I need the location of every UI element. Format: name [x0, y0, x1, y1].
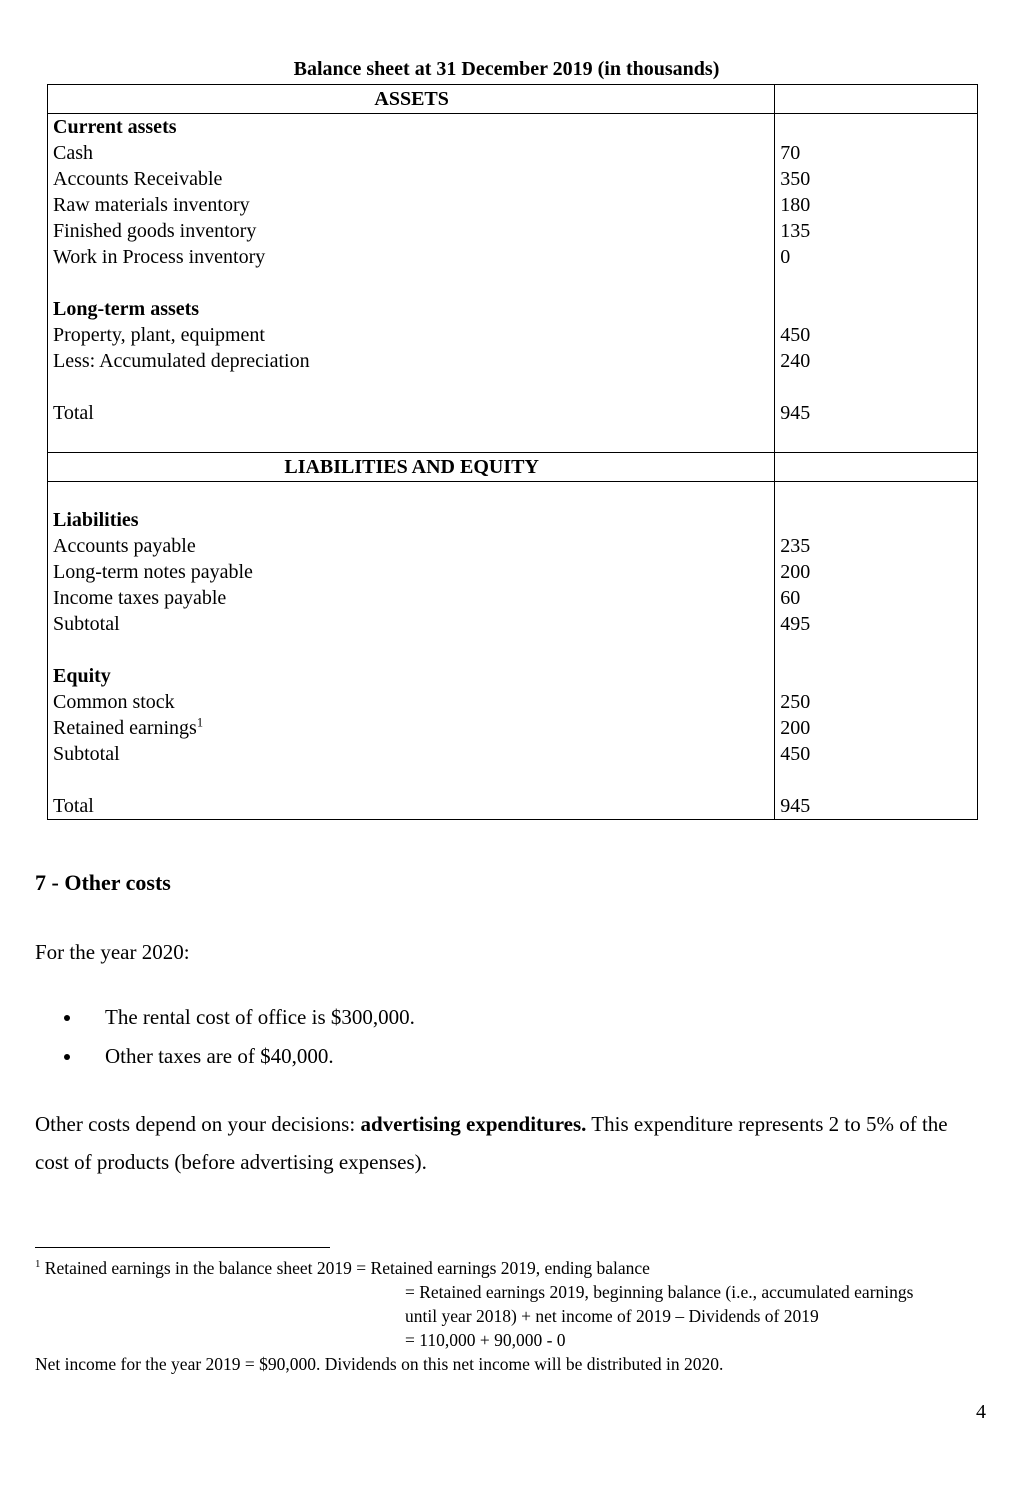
row-label	[48, 374, 775, 400]
row-value: 945	[780, 402, 811, 424]
row-value: 945	[780, 795, 811, 817]
section-header-row	[48, 452, 978, 481]
row-label: Raw materials inventory	[48, 192, 775, 218]
section-header-value-cell	[775, 452, 978, 481]
footnote-line-1	[35, 1256, 995, 1280]
row-value	[775, 296, 978, 322]
section-header-row	[48, 85, 978, 114]
bullet-item: • The rental cost of office is $300,000.	[83, 1005, 978, 1030]
row-label: Accounts payable	[48, 533, 775, 559]
row-value: 180	[780, 194, 811, 216]
table-row	[48, 374, 978, 400]
footnote-line-3: until year 2018) + net income of 2019 – Dividends of 2019	[405, 1306, 819, 1326]
row-label: Long-term assets	[48, 296, 775, 322]
footnote-marker: 1	[35, 1258, 41, 1271]
row-label	[48, 767, 775, 793]
row-label: Income taxes payable	[48, 585, 775, 611]
footnote-line-1-text: Retained earnings in the balance sheet 2019 = Retained earnings 2019, ending balance	[40, 1258, 650, 1278]
row-label: Accounts Receivable	[48, 166, 775, 192]
row-label: Finished goods inventory	[48, 218, 775, 244]
table-row	[48, 741, 978, 767]
row-value: 240	[780, 350, 811, 372]
footnote-reference: 1	[196, 715, 204, 730]
row-label	[48, 637, 775, 663]
page-number: 4	[976, 1401, 986, 1423]
table-row	[48, 663, 978, 689]
row-value: 200	[780, 717, 811, 739]
paragraph-text-suffix: This expenditure represents 2 to 5% of the cost of products (before advertising expenses).	[35, 1112, 948, 1174]
row-value	[775, 767, 978, 793]
row-value: 0	[780, 246, 791, 268]
table-row	[48, 192, 978, 218]
row-label: Subtotal	[48, 611, 775, 637]
row-label: Common stock	[48, 689, 775, 715]
row-value: 495	[780, 613, 811, 635]
table-row	[48, 507, 978, 533]
row-label: Long-term notes payable	[48, 559, 775, 585]
table-row	[48, 637, 978, 663]
table-row	[48, 140, 978, 166]
table-row	[48, 767, 978, 793]
table-row	[48, 348, 978, 374]
table-row	[48, 244, 978, 270]
row-label: Less: Accumulated depreciation	[48, 348, 775, 374]
row-label: Current assets	[48, 114, 775, 141]
row-value: 135	[780, 220, 811, 242]
row-value: 450	[780, 324, 811, 346]
paragraph-bold-text: advertising expenditures.	[360, 1112, 587, 1136]
table-row	[48, 426, 978, 452]
table-row	[48, 296, 978, 322]
row-value: 200	[780, 561, 811, 583]
table-row	[48, 322, 978, 348]
table-row	[48, 166, 978, 192]
table-row	[48, 114, 978, 141]
balance-sheet-body	[48, 85, 978, 820]
footnote-line-4: = 110,000 + 90,000 - 0	[405, 1330, 566, 1350]
row-value: 350	[780, 168, 811, 190]
table-row	[48, 270, 978, 296]
row-value: 235	[780, 535, 811, 557]
other-costs-paragraph	[35, 1105, 985, 1181]
row-label: Cash	[48, 140, 775, 166]
section-header-label: LIABILITIES AND EQUITY	[48, 452, 775, 481]
table-row	[48, 793, 978, 820]
row-value	[775, 426, 978, 452]
section-heading-other-costs: 7 - Other costs	[35, 870, 171, 895]
row-value	[775, 114, 978, 141]
table-row	[48, 400, 978, 426]
row-value	[775, 270, 978, 296]
section-header-value-cell	[775, 85, 978, 114]
balance-sheet-table	[47, 84, 978, 820]
row-value: 250	[780, 691, 811, 713]
row-label: Work in Process inventory	[48, 244, 775, 270]
table-row	[48, 715, 978, 741]
table-row	[48, 218, 978, 244]
bullet-item: • Other taxes are of $40,000.	[83, 1044, 978, 1069]
row-label: Subtotal	[48, 741, 775, 767]
table-row	[48, 481, 978, 507]
row-label: Total	[48, 400, 775, 426]
paragraph-text-prefix: Other costs depend on your decisions:	[35, 1112, 361, 1136]
row-label: Equity	[48, 663, 775, 689]
table-row	[48, 611, 978, 637]
table-row	[48, 689, 978, 715]
row-value	[775, 481, 978, 507]
row-label	[48, 426, 775, 452]
row-value	[775, 507, 978, 533]
section-header-label: ASSETS	[48, 85, 775, 114]
row-label: Retained earnings$^1$	[48, 715, 775, 741]
table-row	[48, 585, 978, 611]
bullet-list	[35, 1005, 978, 1069]
footnote-line-2: = Retained earnings 2019, beginning balance (i.e., accumulated earnings	[405, 1282, 914, 1302]
footnote-line-5: Net income for the year 2019 = $90,000. Dividends on this net income will be distributed in 2020.	[35, 1354, 724, 1374]
row-value: 450	[780, 743, 811, 765]
row-value	[775, 637, 978, 663]
footnote-separator	[35, 1247, 330, 1248]
footnote-indented-block	[405, 1280, 995, 1352]
row-value	[775, 374, 978, 400]
row-label	[48, 270, 775, 296]
row-value	[775, 663, 978, 689]
table-row	[48, 533, 978, 559]
row-label: Liabilities	[48, 507, 775, 533]
balance-sheet-title: Balance sheet at 31 December 2019 (in thousands)	[293, 58, 720, 80]
row-value: 60	[780, 587, 801, 609]
row-label: Property, plant, equipment	[48, 322, 775, 348]
row-label	[48, 481, 775, 507]
intro-text: For the year 2020:	[35, 940, 190, 964]
table-row	[48, 559, 978, 585]
row-label: Total	[48, 793, 775, 820]
footnote	[35, 1256, 995, 1376]
row-value: 70	[780, 142, 801, 164]
